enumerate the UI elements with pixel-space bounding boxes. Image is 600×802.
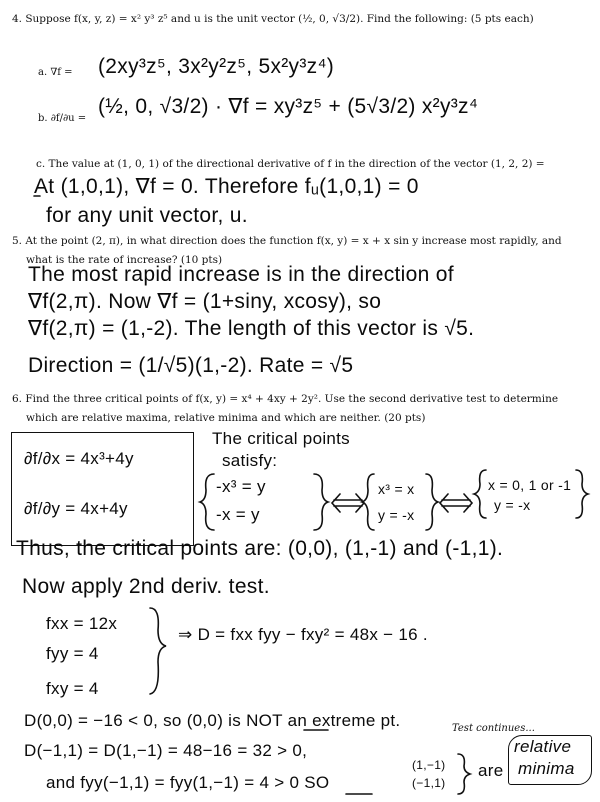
q6-crit-line1: The critical points [212,429,350,448]
q6-sys-b1: x³ = x [378,481,415,497]
q5-line3: ∇f(2,π) = (1,-2). The length of this vector is √5. [28,317,475,340]
q6-apply: Now apply 2nd deriv. test. [22,575,270,598]
left-brace-system-2 [362,474,374,530]
q6-crit-line2: satisfy: [222,451,278,470]
q6-pts2: (−1,1) [412,776,446,790]
q5-prompt-line2: what is the rate of increase? (10 pts) [26,254,223,266]
q5-line2: ∇f(2,π). Now ∇f = (1+siny, xcosy), so [28,290,382,313]
q5-prompt-line1: 5. At the point (2, π), in what direction does the function f(x, y) = x + x sin y increase most rapidly, and [12,235,562,247]
q6-and-line: and fyy(−1,1) = fyy(1,−1) = 4 > 0 SO [46,773,330,792]
q6-fx: ∂f/∂x = 4x³+4y [24,449,134,468]
q4b-label: b. ∂f/∂u = [38,113,87,124]
q4a-answer: (2xy³z⁵, 3x²y²z⁵, 5x²y³z⁴) [98,55,335,78]
q4-prompt: 4. Suppose f(x, y, z) = x² y³ z⁵ and u is the unit vector (½, 0, √3/2). Find the following: (5 pts each) [12,13,534,25]
q4a-label: a. ∇f = [38,67,73,78]
q6-sys-b2: y = -x [378,507,415,523]
q6-fy: ∂f/∂y = 4x+4y [24,499,128,518]
q4c-line2: for any unit vector, u. [46,204,248,227]
q6-prompt-line1: 6. Find the three critical points of f(x, y) = x⁴ + 4xy + 2y². Use the second derivative test to determine [12,393,559,405]
q5-line1: The most rapid increase is in the direction of [28,263,454,286]
q6-are: are [478,761,504,780]
q6-rel1: relative [514,737,572,756]
q6-sys-a1: -x³ = y [216,477,266,496]
q6-fyy: fyy = 4 [46,644,99,663]
q6-d11: D(−1,1) = D(1,−1) = 48−16 = 32 > 0, [24,741,308,760]
q6-fxy: fxy = 4 [46,679,99,698]
left-brace-system-1 [200,474,214,530]
q4c-line1: At (1,0,1), ∇f = 0. Therefore fᵤ(1,0,1) = 0 [34,175,419,198]
right-brace-system-1 [314,474,328,530]
right-brace-derivatives [150,608,166,694]
right-brace-solution [576,470,588,518]
q5-line4: Direction = (1/√5)(1,-2). Rate = √5 [28,354,354,377]
q4c-prompt: c. The value at (1, 0, 1) of the directional derivative of f in the direction of the vector (1, 2, 2) = [36,158,545,170]
q4b-answer: (½, 0, √3/2) · ∇f = xy³z⁵ + (5√3/2) x²y³z⁴ [98,95,479,118]
iff-arrow-2 [440,494,472,512]
q6-sys-c2: y = -x [494,497,531,513]
left-brace-solution [474,470,486,518]
test-continues-note: Test continues... [452,723,535,734]
q6-rel2: minima [518,759,575,778]
q6-prompt-line2: which are relative maxima, relative minima and which are neither. (20 pts) [26,412,426,424]
q6-disc: ⇒ D = fxx fyy − fxy² = 48x − 16 . [178,625,428,644]
right-brace-system-2 [426,474,438,530]
q6-fxx: fxx = 12x [46,614,118,633]
q6-thus: Thus, the critical points are: (0,0), (1,-1) and (-1,1). [16,537,504,560]
q6-d00: D(0,0) = −16 < 0, so (0,0) is NOT an extreme pt. [24,711,401,730]
q6-sys-a2: -x = y [216,505,260,524]
q6-pts1: (1,−1) [412,758,446,772]
right-brace-points [458,754,470,794]
q6-sys-c1: x = 0, 1 or -1 [488,477,572,493]
iff-arrow-1 [332,494,364,512]
